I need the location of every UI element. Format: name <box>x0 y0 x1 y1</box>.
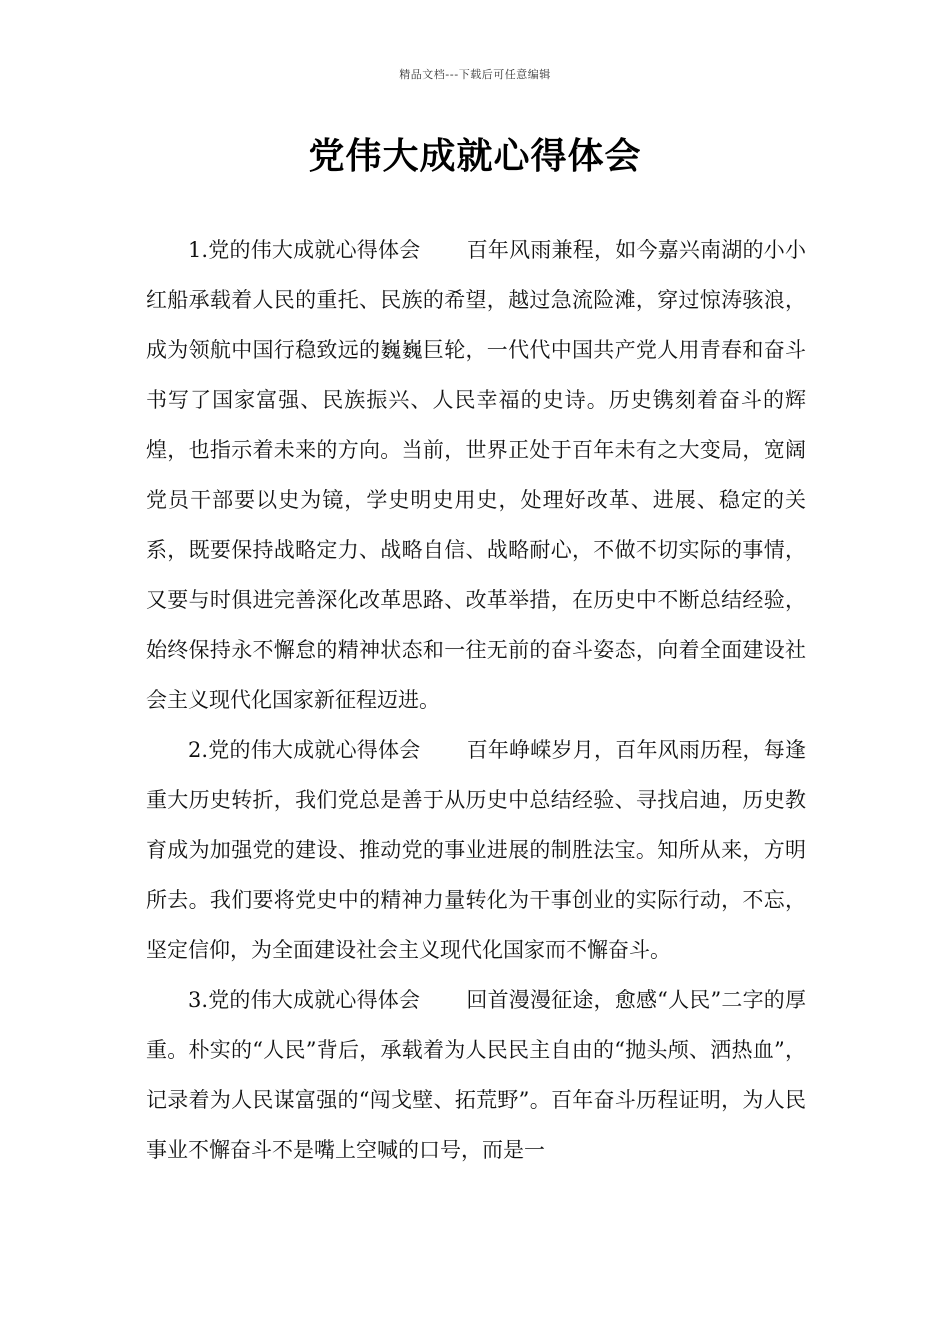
paragraph-text: 百年风雨兼程，如今嘉兴南湖的小小红船承载着人民的重托、民族的希望，越过急流险滩，穿过惊涛骇浪，成为领航中国行稳致远的巍巍巨轮，一代代中国共产党人用青春和奋斗书写了国家富强、民族振兴、人民幸福的史诗。历史镌刻着奋斗的辉煌，也指示着未来的方向。当前，世界正处于百年未有之大变局，宽阔党员干部要以史为镜，学史明史用史，处理好改革、进展、稳定的关系，既要保持战略定力、战略自信、战略耐心，不做不切实际的事情，又要与时俱进完善深化改革思路、改革举措，在历史中不断总结经验，始终保持永不懈怠的精神状态和一往无前的奋斗姿态，向着全面建设社会主义现代化国家新征程迈进。 <box>146 238 806 712</box>
paragraph-3 <box>146 975 806 1175</box>
paragraph-text: 回首漫漫征途，愈感“人民”二字的厚重。朴实的“人民”背后，承载着为人民民主自由的“抛头颅、洒热血”，记录着为人民谋富强的“闯戈壁、拓荒野”。百年奋斗历程证明，为人民事业不懈奋斗不是嘴上空喊的口号，而是一 <box>146 988 806 1162</box>
document-body <box>146 225 806 1175</box>
paragraph-heading: 2.党的伟大成就心得体会 <box>188 738 421 762</box>
paragraph-1 <box>146 225 806 725</box>
paragraph-2 <box>146 725 806 975</box>
paragraph-text: 百年峥嵘岁月，百年风雨历程，每逢重大历史转折，我们党总是善于从历史中总结经验、寻找启迪，历史教育成为加强党的建设、推动党的事业进展的制胜法宝。知所从来，方明所去。我们要将党史中的精神力量转化为干事创业的实际行动，不忘，坚定信仰，为全面建设社会主义现代化国家而不懈奋斗。 <box>146 738 806 962</box>
header-note: 精品文档---下载后可任意编辑 <box>399 68 551 81</box>
document-title: 党伟大成就心得体会 <box>308 136 642 177</box>
paragraph-heading: 1.党的伟大成就心得体会 <box>188 238 421 262</box>
paragraph-heading: 3.党的伟大成就心得体会 <box>188 988 421 1012</box>
